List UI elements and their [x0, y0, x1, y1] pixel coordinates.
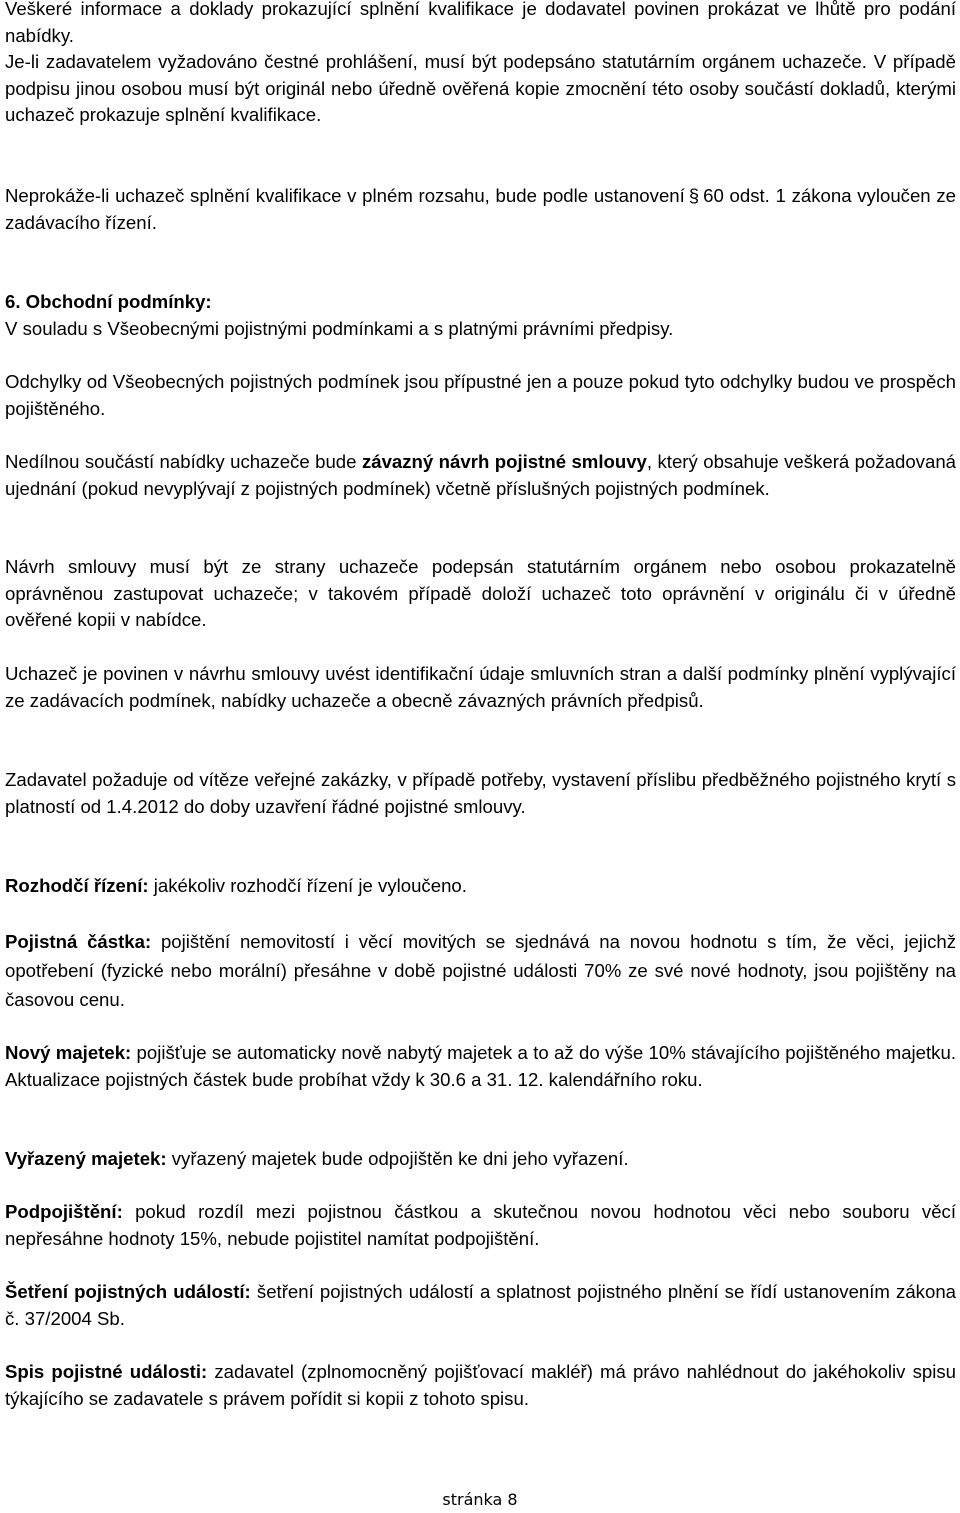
- binding-proposal-text-b: , který obsahuje veškerá požadovaná ujednání (pokud nevyplývají z pojistných podmínek) včetně příslušných pojistných podmínek.: [5, 451, 956, 499]
- claim-file-label: Spis pojistné události:: [5, 1361, 208, 1382]
- paragraph-honest-declaration: Je-li zadavatelem vyžadováno čestné prohlášení, musí být podepsáno statutárním orgánem uchazeče. V případě podpisu jinou osobou musí být originál nebo úředně ověřená kopie zmocnění této osoby součástí dokladů, kterými uchazeč prokazuje splnění kvalifikace.: [5, 51, 956, 125]
- arbitration-text: jakékoliv rozhodčí řízení je vyloučeno.: [148, 875, 467, 896]
- claims-investigation-label: Šetření pojistných událostí:: [5, 1281, 251, 1302]
- paragraph-arbitration: [5, 873, 956, 900]
- paragraph-underinsurance: [5, 1199, 956, 1252]
- new-assets-text: pojišťuje se automaticky nově nabytý majetek a to až do výše 10% stávajícího pojištěného majetku. Aktualizace pojistných částek bude probíhat vždy k 30.6 a 31. 12. kalendářního roku.: [5, 1042, 956, 1090]
- paragraph-new-assets: [5, 1040, 956, 1093]
- underinsurance-text: pokud rozdíl mezi pojistnou částkou a skutečnou novou hodnotou věci nebo souboru věcí nepřesáhne hodnoty 15%, nebude pojistitel namítat podpojištění.: [5, 1201, 956, 1249]
- paragraph-binding-proposal: [5, 449, 956, 502]
- paragraph-sum-insured: [5, 927, 956, 1014]
- claims-investigation-text: šetření pojistných událostí a splatnost pojistného plnění se řídí ustanovením zákona č. 37/2004 Sb.: [5, 1281, 956, 1329]
- paragraph-qualification-deadline: Veškeré informace a doklady prokazující splnění kvalifikace je dodavatel povinen prokázat ve lhůtě pro podání nabídky.: [5, 0, 956, 46]
- sum-insured-text: pojištění nemovitostí i věcí movitých se sjednává na novou hodnotu s tím, že věci, jejichž opotřebení (fyzické nebo morální) přesáhne v době pojistné události 70% ze své nové hodnoty, jsou pojištěny na časovou cenu.: [5, 931, 957, 1010]
- paragraph-section-symbol: §: [688, 185, 700, 206]
- retired-assets-text: vyřazený majetek bude odpojištěn ke dni jeho vyřazení.: [166, 1148, 629, 1169]
- binding-proposal-bold: závazný návrh pojistné smlouvy: [361, 451, 647, 472]
- paragraph-claims-investigation: [5, 1279, 956, 1332]
- underinsurance-label: Podpojištění:: [5, 1201, 123, 1222]
- paragraph-exclusion: [5, 183, 956, 236]
- sum-insured-label: Pojistná částka:: [5, 931, 152, 952]
- paragraph-retired-assets: [5, 1146, 956, 1173]
- page-number: stránka 8: [442, 1490, 518, 1509]
- paragraph-deviations: Odchylky od Všeobecných pojistných podmínek jsou přípustné jen a pouze pokud tyto odchylky budou ve prospěch pojištěného.: [5, 371, 956, 419]
- section-6-intro: V souladu s Všeobecnými pojistnými podmínkami a s platnými právními předpisy.: [5, 317, 674, 339]
- section-6-heading: 6. Obchodní podmínky:: [5, 291, 212, 312]
- paragraph-claim-file: [5, 1359, 956, 1412]
- section-6: [5, 289, 956, 342]
- exclusion-text-b: 60 odst. 1 zákona vyloučen ze zadávacího řízení.: [5, 185, 956, 233]
- new-assets-label: Nový majetek:: [5, 1042, 132, 1063]
- paragraph-contract-signature: Návrh smlouvy musí být ze strany uchazeče podepsán statutárním orgánem nebo osobou prokazatelně oprávněnou zastupovat uchazeče; v takovém případě doloží uchazeč toto oprávnění v originálu či v úředně ověřené kopii v nabídce.: [5, 556, 956, 630]
- paragraph-preliminary-cover: Zadavatel požaduje od vítěze veřejné zakázky, v případě potřeby, vystavení příslibu předběžného pojistného krytí s platností od 1.4.2012 do doby uzavření řádné pojistné smlouvy.: [5, 769, 956, 817]
- retired-assets-label: Vyřazený majetek:: [5, 1148, 167, 1169]
- claim-file-text: zadavatel (zplnomocněný pojišťovací makléř) má právo nahlédnout do jakéhokoliv spisu týkajícího se zadavatele s právem pořídit si kopii z tohoto spisu.: [5, 1361, 956, 1409]
- paragraph-identification: Uchazeč je povinen v návrhu smlouvy uvést identifikační údaje smluvních stran a další podmínky plnění vyplývající ze zadávacích podmínek, nabídky uchazeče a obecně závazných právních předpisů.: [5, 663, 956, 711]
- binding-proposal-text-a: Nedílnou součástí nabídky uchazeče bude: [5, 451, 362, 472]
- arbitration-label: Rozhodčí řízení:: [5, 875, 149, 896]
- exclusion-text-a: Neprokáže-li uchazeč splnění kvalifikace v plném rozsahu, bude podle ustanovení: [5, 185, 685, 206]
